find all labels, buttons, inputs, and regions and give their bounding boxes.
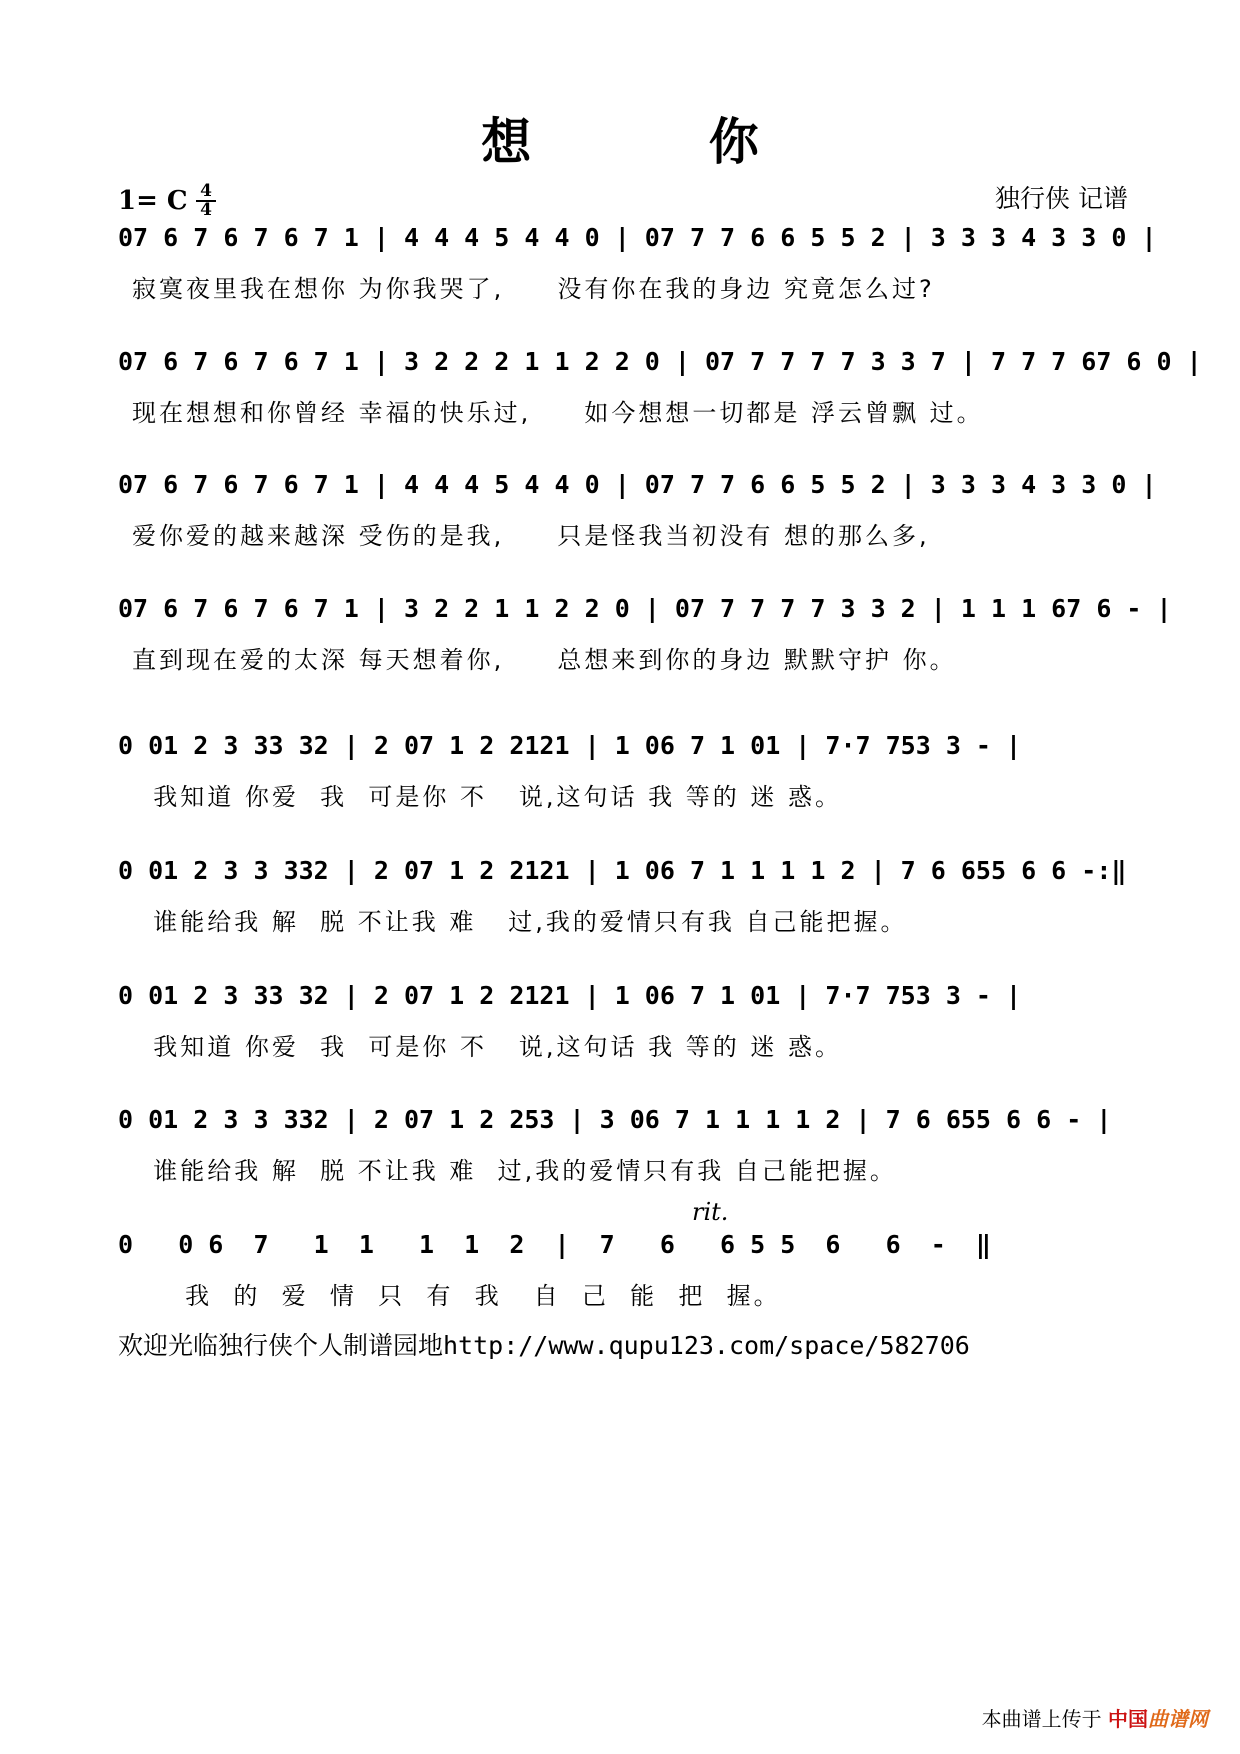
- notation-line: 07 6 7 6 7 6 7 1 | 3 2 2 2 1 1 2 2 0 | 07 7 7 7 7 3 3 7 | 7 7 7 67 6 0 |: [118, 347, 1202, 376]
- upload-prefix: 本曲谱上传于: [981, 1707, 1102, 1731]
- notation-line: 07 6 7 6 7 6 7 1 | 4 4 4 5 4 4 0 | 07 7 7 6 6 5 5 2 | 3 3 3 4 3 3 0 |: [118, 223, 1157, 252]
- lyrics-line: 我知道 你爱 我 可是你 不 说,这句话 我 等的 迷 惑。: [132, 1033, 843, 1061]
- notation-line: 0 01 2 3 3 332 | 2 07 1 2 2121 | 1 06 7 1 1 1 1 2 | 7 6 655 6 6 -:‖: [118, 856, 1127, 885]
- score-system-6: [118, 849, 1128, 959]
- score-system-9: [118, 1223, 1128, 1333]
- lyrics-line: 我知道 你爱 我 可是你 不 说,这句话 我 等的 迷 惑。: [132, 783, 843, 811]
- arranger-credit: 独行侠 记谱: [995, 184, 1128, 213]
- notation-line: 07 6 7 6 7 6 7 1 | 4 4 4 5 4 4 0 | 07 7 7 6 6 5 5 2 | 3 3 3 4 3 3 0 |: [118, 470, 1157, 499]
- notation-line: 0 0 6 7 1 1 1 1 2 | 7 6 6 5 5 6 6 - ‖: [118, 1230, 991, 1259]
- footer-link-text[interactable]: 欢迎光临独行侠个人制谱园地http://www.qupu123.com/space/582706: [118, 1331, 970, 1360]
- lyrics-line: 谁能给我 解 脱 不让我 难 过,我的爱情只有我 自己能把握。: [132, 908, 908, 936]
- score-system-3: [118, 463, 1157, 573]
- notation-line: 0 01 2 3 3 332 | 2 07 1 2 253 | 3 06 7 1 1 1 1 2 | 7 6 655 6 6 - |: [118, 1105, 1112, 1134]
- score-system-1: [118, 216, 1157, 326]
- upload-note: [982, 1706, 1208, 1732]
- key-signature: 1= C: [118, 186, 188, 216]
- notation-line: 0 01 2 3 33 32 | 2 07 1 2 2121 | 1 06 7 1 01 | 7·7 753 3 - |: [118, 731, 1022, 760]
- lyrics-line: 谁能给我 解 脱 不让我 难 过,我的爱情只有我 自己能把握。: [132, 1157, 897, 1185]
- lyrics-line: 直到现在爱的太深 每天想着你, 总想来到你的身边 默默守护 你。: [132, 646, 957, 674]
- score-system-5: [118, 724, 1128, 834]
- time-signature-bottom: 4: [200, 200, 212, 220]
- time-signature: [196, 183, 216, 218]
- time-signature-top: 4: [196, 183, 216, 202]
- lyrics-line: 现在想想和你曾经 幸福的快乐过, 如今想想一切都是 浮云曾飘 过。: [132, 399, 984, 427]
- score-system-8: [118, 1098, 1128, 1208]
- brand-logo-b: 曲谱网: [1148, 1707, 1208, 1731]
- brand-logo-a: 中国: [1108, 1707, 1148, 1731]
- page-title: 想 你: [481, 112, 839, 171]
- notation-line: 07 6 7 6 7 6 7 1 | 3 2 2 1 1 2 2 0 | 07 7 7 7 7 3 3 2 | 1 1 1 67 6 - |: [118, 594, 1172, 623]
- notation-line: 0 01 2 3 33 32 | 2 07 1 2 2121 | 1 06 7 1 01 | 7·7 753 3 - |: [118, 981, 1022, 1010]
- score-system-2: [118, 340, 1202, 450]
- score-system-4: [118, 587, 1172, 697]
- lyrics-line: 我 的 爱 情 只 有 我 自 己 能 把 握。: [132, 1282, 781, 1310]
- lyrics-line: 爱你爱的越来越深 受伤的是我, 只是怪我当初没有 想的那么多,: [132, 522, 930, 550]
- score-system-7: [118, 974, 1128, 1084]
- lyrics-line: 寂寞夜里我在想你 为你我哭了, 没有你在我的身边 究竟怎么过?: [132, 275, 935, 303]
- ritardando-marking: rit.: [692, 1198, 729, 1226]
